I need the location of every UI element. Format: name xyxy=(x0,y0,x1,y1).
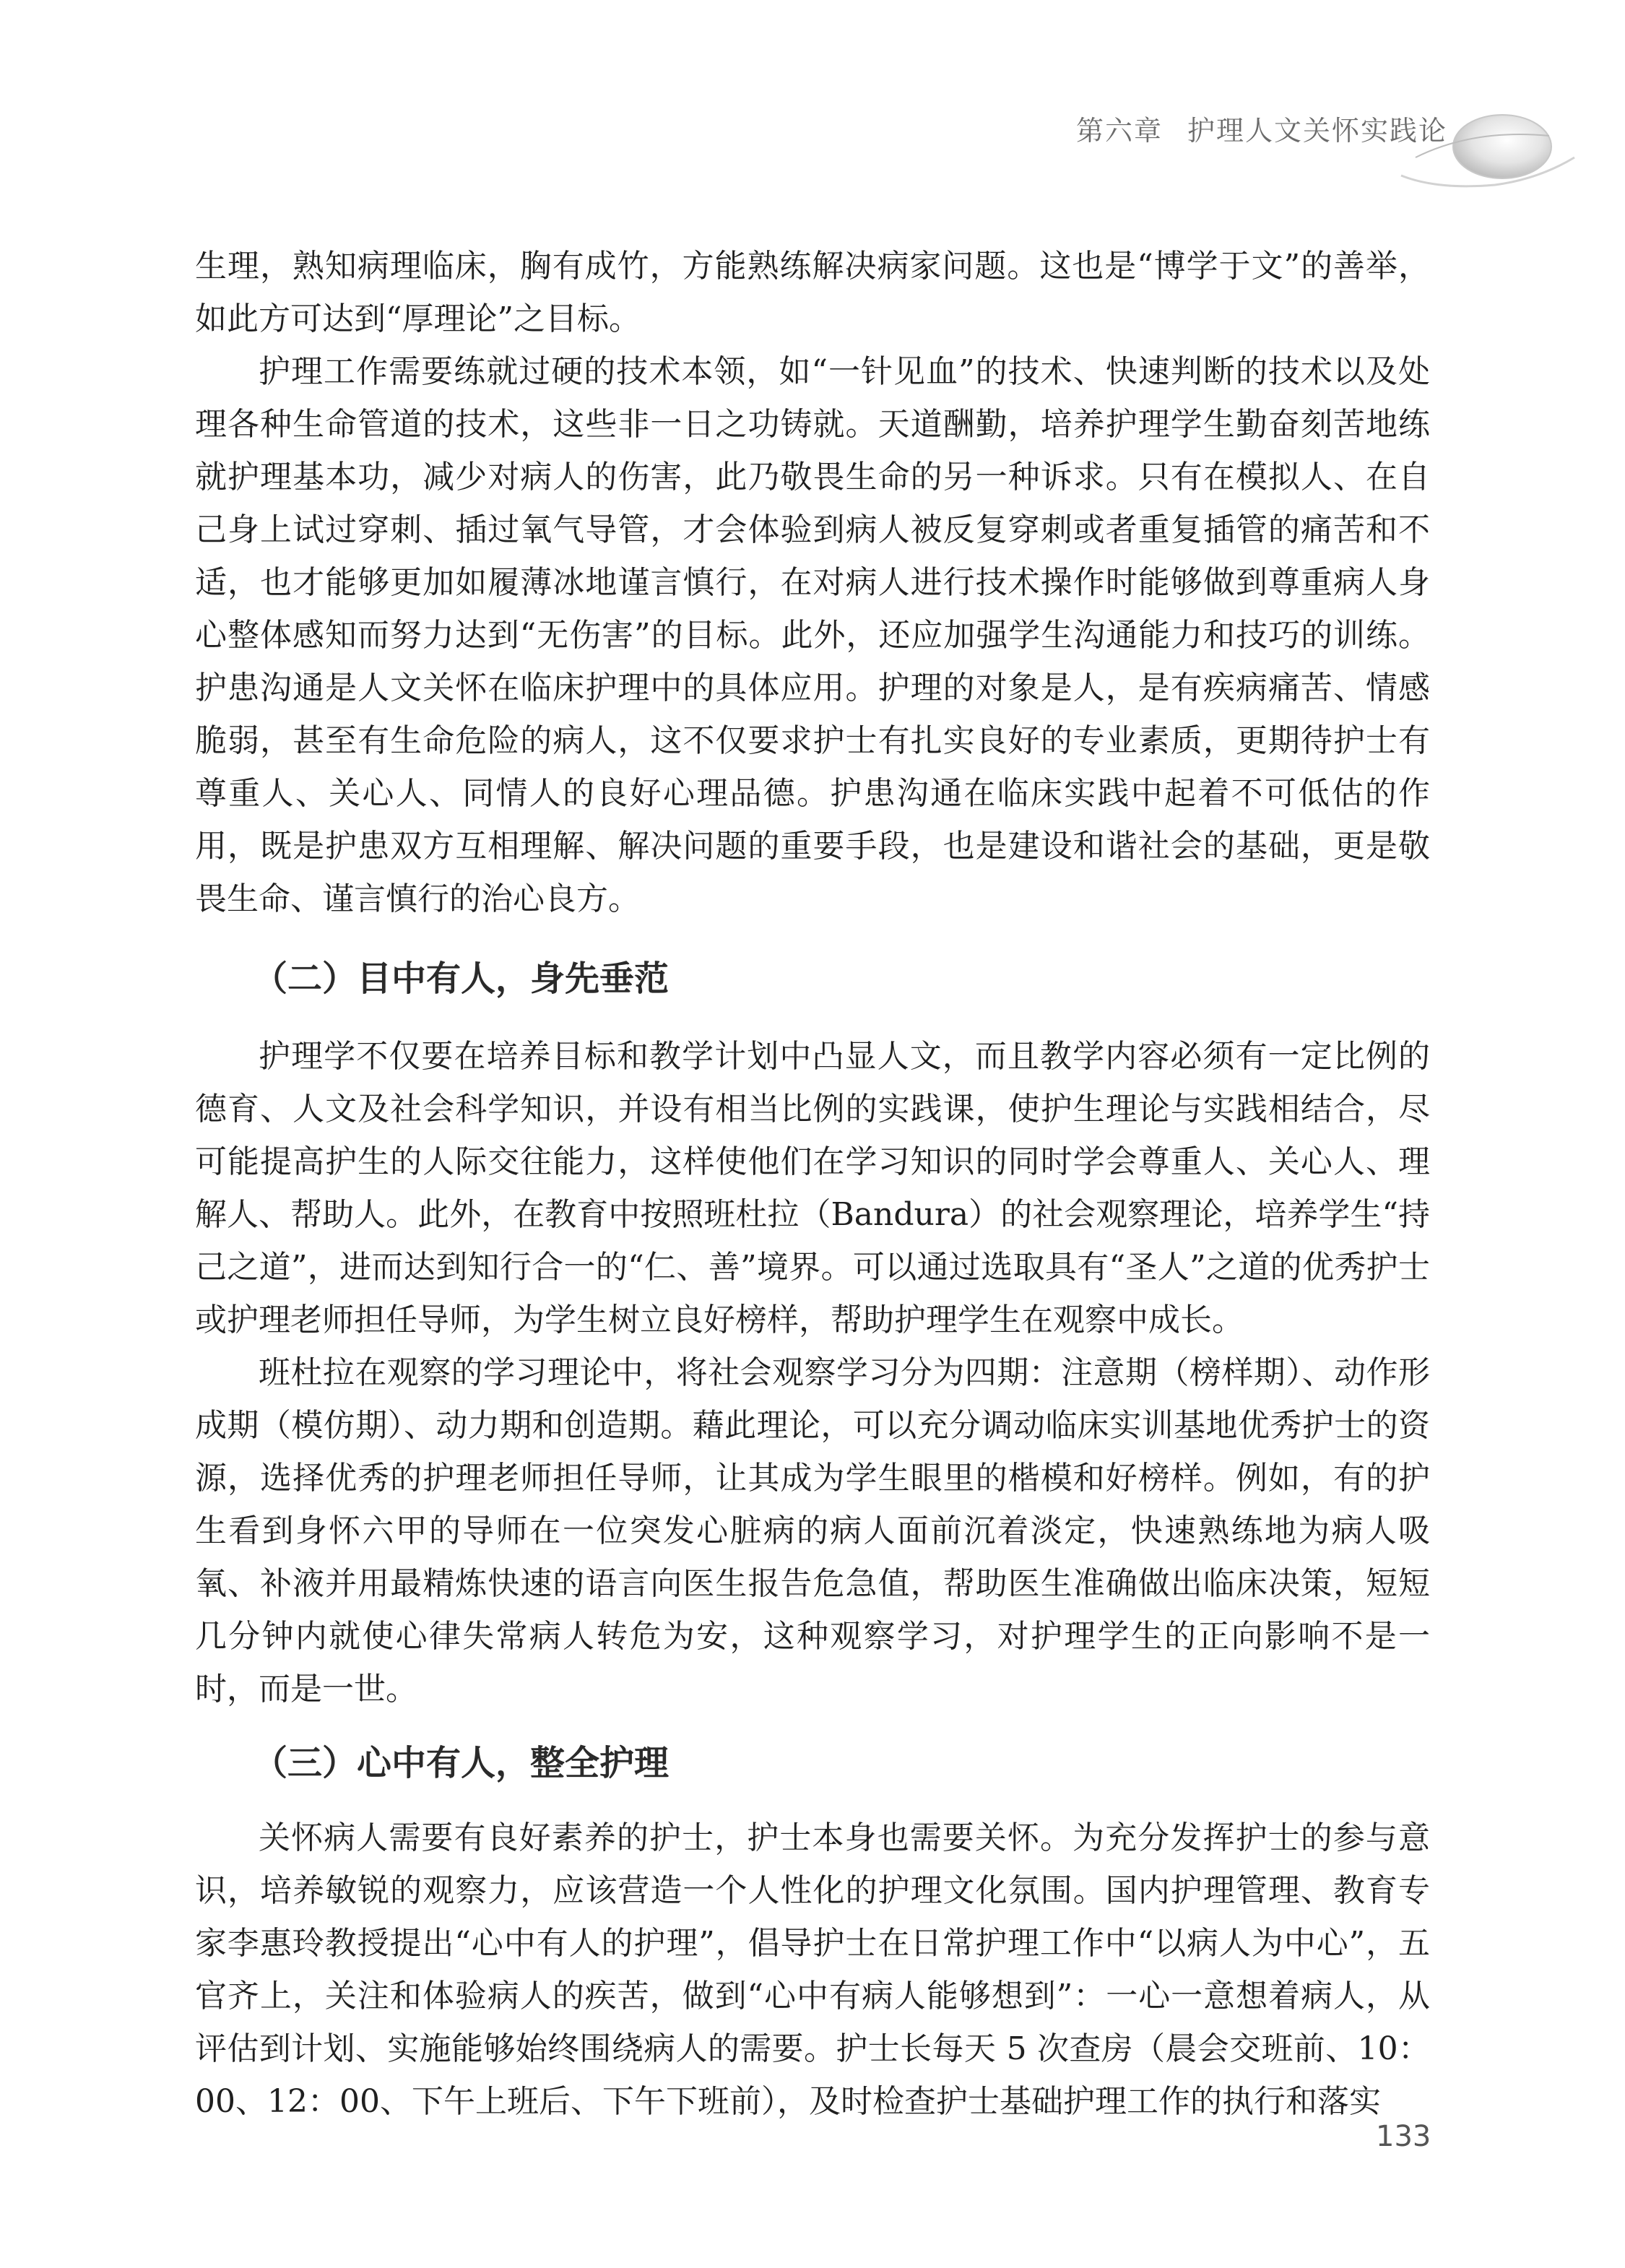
chapter-label: 第六章 xyxy=(1076,115,1164,147)
section-heading-3: （三）心中有人，整全护理 xyxy=(253,1743,670,1783)
paragraph-3: 护理学不仅要在培养目标和教学计划中凸显人文，而且教学内容必须有一定比例的德育、人文及社会科学知识，并设有相当比例的实践课，使护生理论与实践相结合，尽可能提高护生的人际交往能力，这样使他们在学习知识的同时学会尊重人、关心人、理解人、帮助人。此外，在教育中按照班杜拉（Bandura）的社会观察理论，培养学生“持己之道”，进而达到知行合一的“仁、善”境界。可以通过选取具有“圣人”之道的优秀护士或护理老师担任导师，为学生树立良好榜样，帮助护理学生在观察中成长。 xyxy=(195,1038,1430,1338)
page-number: 133 xyxy=(1376,2120,1431,2153)
header-ornament-icon xyxy=(1394,107,1582,201)
paragraph-2: 护理工作需要练就过硬的技术本领，如“一针见血”的技术、快速判断的技术以及处理各种生命管道的技术，这些非一日之功铸就。天道酬勤，培养护理学生勤奋刻苦地练就护理基本功，减少对病人的伤害，此乃敬畏生命的另一种诉求。只有在模拟人、在自己身上试过穿刺、插过氧气导管，才会体验到病人被反复穿刺或者重复插管的痛苦和不适，也才能够更加如履薄冰地谨言慎行，在对病人进行技术操作时能够做到尊重病人身心整体感知而努力达到“无伤害”的目标。此外，还应加强学生沟通能力和技巧的训练。护患沟通是人文关怀在临床护理中的具体应用。护理的对象是人，是有疾病痛苦、情感脆弱，甚至有生命危险的病人，这不仅要求护士有扎实良好的专业素质，更期待护士有尊重人、关心人、同情人的良好心理品德。护患沟通在临床实践中起着不可低估的作用，既是护患双方互相理解、解决问题的重要手段，也是建设和谐社会的基础，更是敬畏生命、谨言慎行的治心良方。 xyxy=(195,353,1430,917)
paragraph-1: 生理，熟知病理临床，胸有成竹，方能熟练解决病家问题。这也是“博学于文”的善举，如此方可达到“厚理论”之目标。 xyxy=(195,248,1430,337)
paragraph-5: 关怀病人需要有良好素养的护士，护士本身也需要关怀。为充分发挥护士的参与意识，培养敏锐的观察力，应该营造一个人性化的护理文化氛围。国内护理管理、教育专家李惠玲教授提出“心中有人的护理”，倡导护士在日常护理工作中“以病人为中心”，五官齐上，关注和体验病人的疾苦，做到“心中有病人能够想到”：一心一意想着病人，从评估到计划、实施能够始终围绕病人的需要。护士长每天 5 次查房（晨会交班前、10：00、12：00、下午上班后、下午下班前），及时检查护士基础护理工作的执行和落实 xyxy=(195,1819,1430,2120)
paragraph-4: 班杜拉在观察的学习理论中，将社会观察学习分为四期：注意期（榜样期）、动作形成期（模仿期）、动力期和创造期。藉此理论，可以充分调动临床实训基地优秀护士的资源，选择优秀的护理老师担任导师，让其成为学生眼里的楷模和好榜样。例如，有的护生看到身怀六甲的导师在一位突发心脏病的病人面前沉着淡定，快速熟练地为病人吸氧、补液并用最精炼快速的语言向医生报告危急值，帮助医生准确做出临床决策，短短几分钟内就使心律失常病人转危为安，这种观察学习，对护理学生的正向影响不是一时，而是一世。 xyxy=(195,1354,1430,1708)
running-header xyxy=(1076,108,1447,148)
section-heading-2: （二）目中有人，身先垂范 xyxy=(253,958,670,999)
body-text xyxy=(195,240,1430,2128)
chapter-title: 护理人文关怀实践论 xyxy=(1187,115,1448,147)
